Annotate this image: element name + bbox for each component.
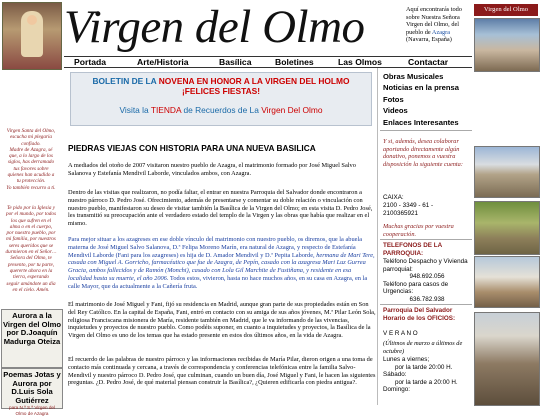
link-obras-musicales[interactable]: Obras Musicales: [383, 72, 444, 81]
verano-note: (Últimos de marzo a últimos de octubre): [383, 340, 463, 355]
header-description: Aquí encontrarás todo sobre Nuestra Señora Virgen del Olmo, del pueblo de Azagra (Navarra, España): [406, 6, 462, 44]
nav-las-olmos[interactable]: Las Olmos: [338, 57, 382, 67]
church-interior-image[interactable]: [474, 18, 540, 72]
right-info-column: [380, 68, 472, 405]
donation-note: Y si, además, desea colaborar aportando directamente algún donativo, ponemos a vuestra disposición la siguiente cuenta:: [383, 138, 463, 168]
link-enlaces[interactable]: Enlaces Interesantes: [383, 117, 459, 127]
schedule-list: Lunes a viernes; por la tarde 20:00 H. Sábado: por la tarde a 20:00 H. Domingo:: [383, 356, 458, 394]
phones-list: Teléfono Despacho y Vivienda parroquial: 948.692.056 Teléfono para casos de Urgencias: 636.782.938: [383, 258, 468, 303]
nav-arte-historia[interactable]: Arte/Historia: [137, 57, 189, 67]
prayer-poem-1: Virgen Santa del Olmo, escucha mi plegaria confiado. Madre de Azagra, sé que, a lo largo de los siglos, has derramado tus favores sobre quienes han acudido a tu protección. Yo también recurro a ti.: [6, 128, 56, 191]
nav-basilica[interactable]: Basílica: [219, 57, 252, 67]
link-videos[interactable]: Videos: [383, 106, 408, 116]
nav-contactar[interactable]: Contactar: [408, 57, 449, 67]
divider: [380, 239, 472, 240]
virgin-statue-image[interactable]: [2, 2, 62, 70]
church-photo[interactable]: [474, 312, 540, 406]
right-image-column: [472, 0, 540, 405]
verano-label: V E R A N O: [383, 330, 418, 337]
divider: [380, 130, 472, 131]
bulletin-banner: BOLETIN DE LA NOVENA EN HONOR A LA VIRGEN DEL HOLMO ¡FELICES FIESTAS! Visita la TIENDA de Recuerdos de La Virgen Del Olmo: [70, 72, 372, 126]
link-noticias-prensa[interactable]: Noticias en la prensa: [383, 83, 459, 93]
article-title: PIEDRAS VIEJAS CON HISTORIA PARA UNA NUEVA BASILICA: [68, 143, 316, 153]
main-content: [64, 68, 378, 405]
article-paragraph-4: El matrimonio de José Miguel y Fani, fijó su residencia en Madrid, aunque gran parte de sus propiedades están en Son del Rey Católico. En la capital de España, Fani, entró en contacto con su amiga de sus años jóvenes, M.ª Pilar León Sola, religiosa Franciscana misionera de María, residente también en Madrid, que le va informando de las vivencias, inquietudes y proyectos de nuestro pueblo. Como podéis suponer, en cuanto a inquietudes y proyectos, la Basílica de la Virgen del Olmo es uno de los temas que ha estado presente en estos dos últimos años, en la vida de Azagra.: [68, 301, 376, 340]
prayer-poem-2: Te pido por la Iglesia y por el mundo, por todos los que sufren en el alma o en el cuerpo, por nuestro pueblo, por mi familia, por nuestros seres queridos que se durmieron en el Señor… Señora del Olmo, te presento, por tu parte, quererte ahora en la tierra, esperando seguir amándote un día en el cielo. Amén.: [5, 205, 57, 293]
caixa-account: 2100 - 3349 - 61 - 2100365921: [383, 202, 434, 217]
divider: [380, 304, 472, 305]
azagra-link[interactable]: Azagra: [431, 28, 451, 36]
caixa-label: CAIXA:: [383, 194, 404, 201]
section-links: [383, 71, 471, 128]
fiestas-text: ¡FELICES FIESTAS!: [181, 86, 260, 96]
article-paragraph-3: Para mejor situar a los azagreses en ese doble vínculo del matrimonio con nuestro pueblo, os diremos, que la abuela materna de José Miguel Salvo Salanova, D.ª Felipa Moreno Marín, era natural de Azagra, y respecto de Estefanía Mendivil Laborde (Fani para los azagreses) es hija de D. Amador Mendivil y D.ª Pepita Laborde, hermana de Mari Tere, casada con Miguel A. Gorricho, farmacéutico que fue de Azagra, de Pepín, casado con la azagresa Mari Luz Gurrea Gracia, ambos fallecidos y de Ramón (Monchi), casado con Lola Gil Marchite de Fustiñana, y residente en esa localidad hasta su muerte, el año 2006. Todos estos, vivieron, hasta no hace muchos años, en su casa en Azagra, en la calle Mayor, que da actualmente a la Cañería fruta.: [68, 236, 375, 290]
schedule-heading: Parroquia Del Salvador Horario de los OFICIOS:: [383, 307, 456, 322]
site-title: Virgen del Olmo: [64, 1, 365, 53]
basilica-photo[interactable]: [474, 146, 540, 198]
landscape-photo[interactable]: [474, 201, 540, 255]
right-sidebar-heading: Virgen del Olmo: [474, 4, 538, 16]
article-paragraph-1: A mediados del otoño de 2007 visitaron nuestro pueblo de Azagra, el matrimonio formado por José Miguel Salvo Salanova y Estefanía Mendivil Laborde, vinculados ambos, con Azagra.: [68, 162, 356, 177]
poemas-link-box[interactable]: Poemas Jotas y Aurora por D.Luis Sola Gutiérrez para N.ª S.ª Virgen del Olmo de Azagra: [1, 368, 63, 409]
aurora-link-box[interactable]: Aurora a la Virgen del Olmo por D.Joaquín Madurga Oteiza: [1, 309, 63, 368]
nav-boletines[interactable]: Boletines: [275, 57, 314, 67]
article-paragraph-5: El recuerdo de las palabras de nuestro párroco y las informaciones recibidas de María Pilar, dieron origen a una toma de contacto más continuada y cercana, a través de correspondencia y conferencias telefónicas entre la familia Salvo-Mendivil y nuestro párroco D. Pedro José, que culminan, cuando un buen día, José Miguel y Fani, le hacen las siguientes preguntas. ¿D. Pedro José, de qué material piensan construir la Basílica?, ¿Quieren edificarla con piedra antigua?.: [68, 356, 376, 387]
link-fotos[interactable]: Fotos: [383, 94, 404, 104]
main-nav: [64, 56, 472, 68]
novena-link[interactable]: NOVENA EN HONOR A LA VIRGEN DEL HOLMO: [158, 76, 350, 86]
tienda-link[interactable]: TIENDA: [150, 105, 182, 115]
thanks-note: Muchas gracias por vuestra cooperación.: [383, 223, 454, 238]
article-paragraph-2: Dentro de las visitas que realizaron, no podía faltar, el entrar en nuestra Parroquia del Salvador donde encontraron a nuestro párroco D. Pedro José. Ofrecimiento, además de presentarse y comentar su doble relación o vinculación con nuestro pueblo, manifestaron su deseo de visitar también la Basílica de la Virgen del Olmo; en esta visita D. Pedro José, les transmitió su preocupación ante el verdadero estado del templo de la Virgen y las obras que había que realizar en el mismo.: [68, 189, 373, 228]
nav-portada[interactable]: Portada: [74, 57, 106, 67]
phones-heading: TELEFONOS DE LA PARROQUIA:: [383, 242, 442, 257]
village-photo[interactable]: [474, 256, 540, 308]
left-sidebar: [0, 0, 62, 416]
